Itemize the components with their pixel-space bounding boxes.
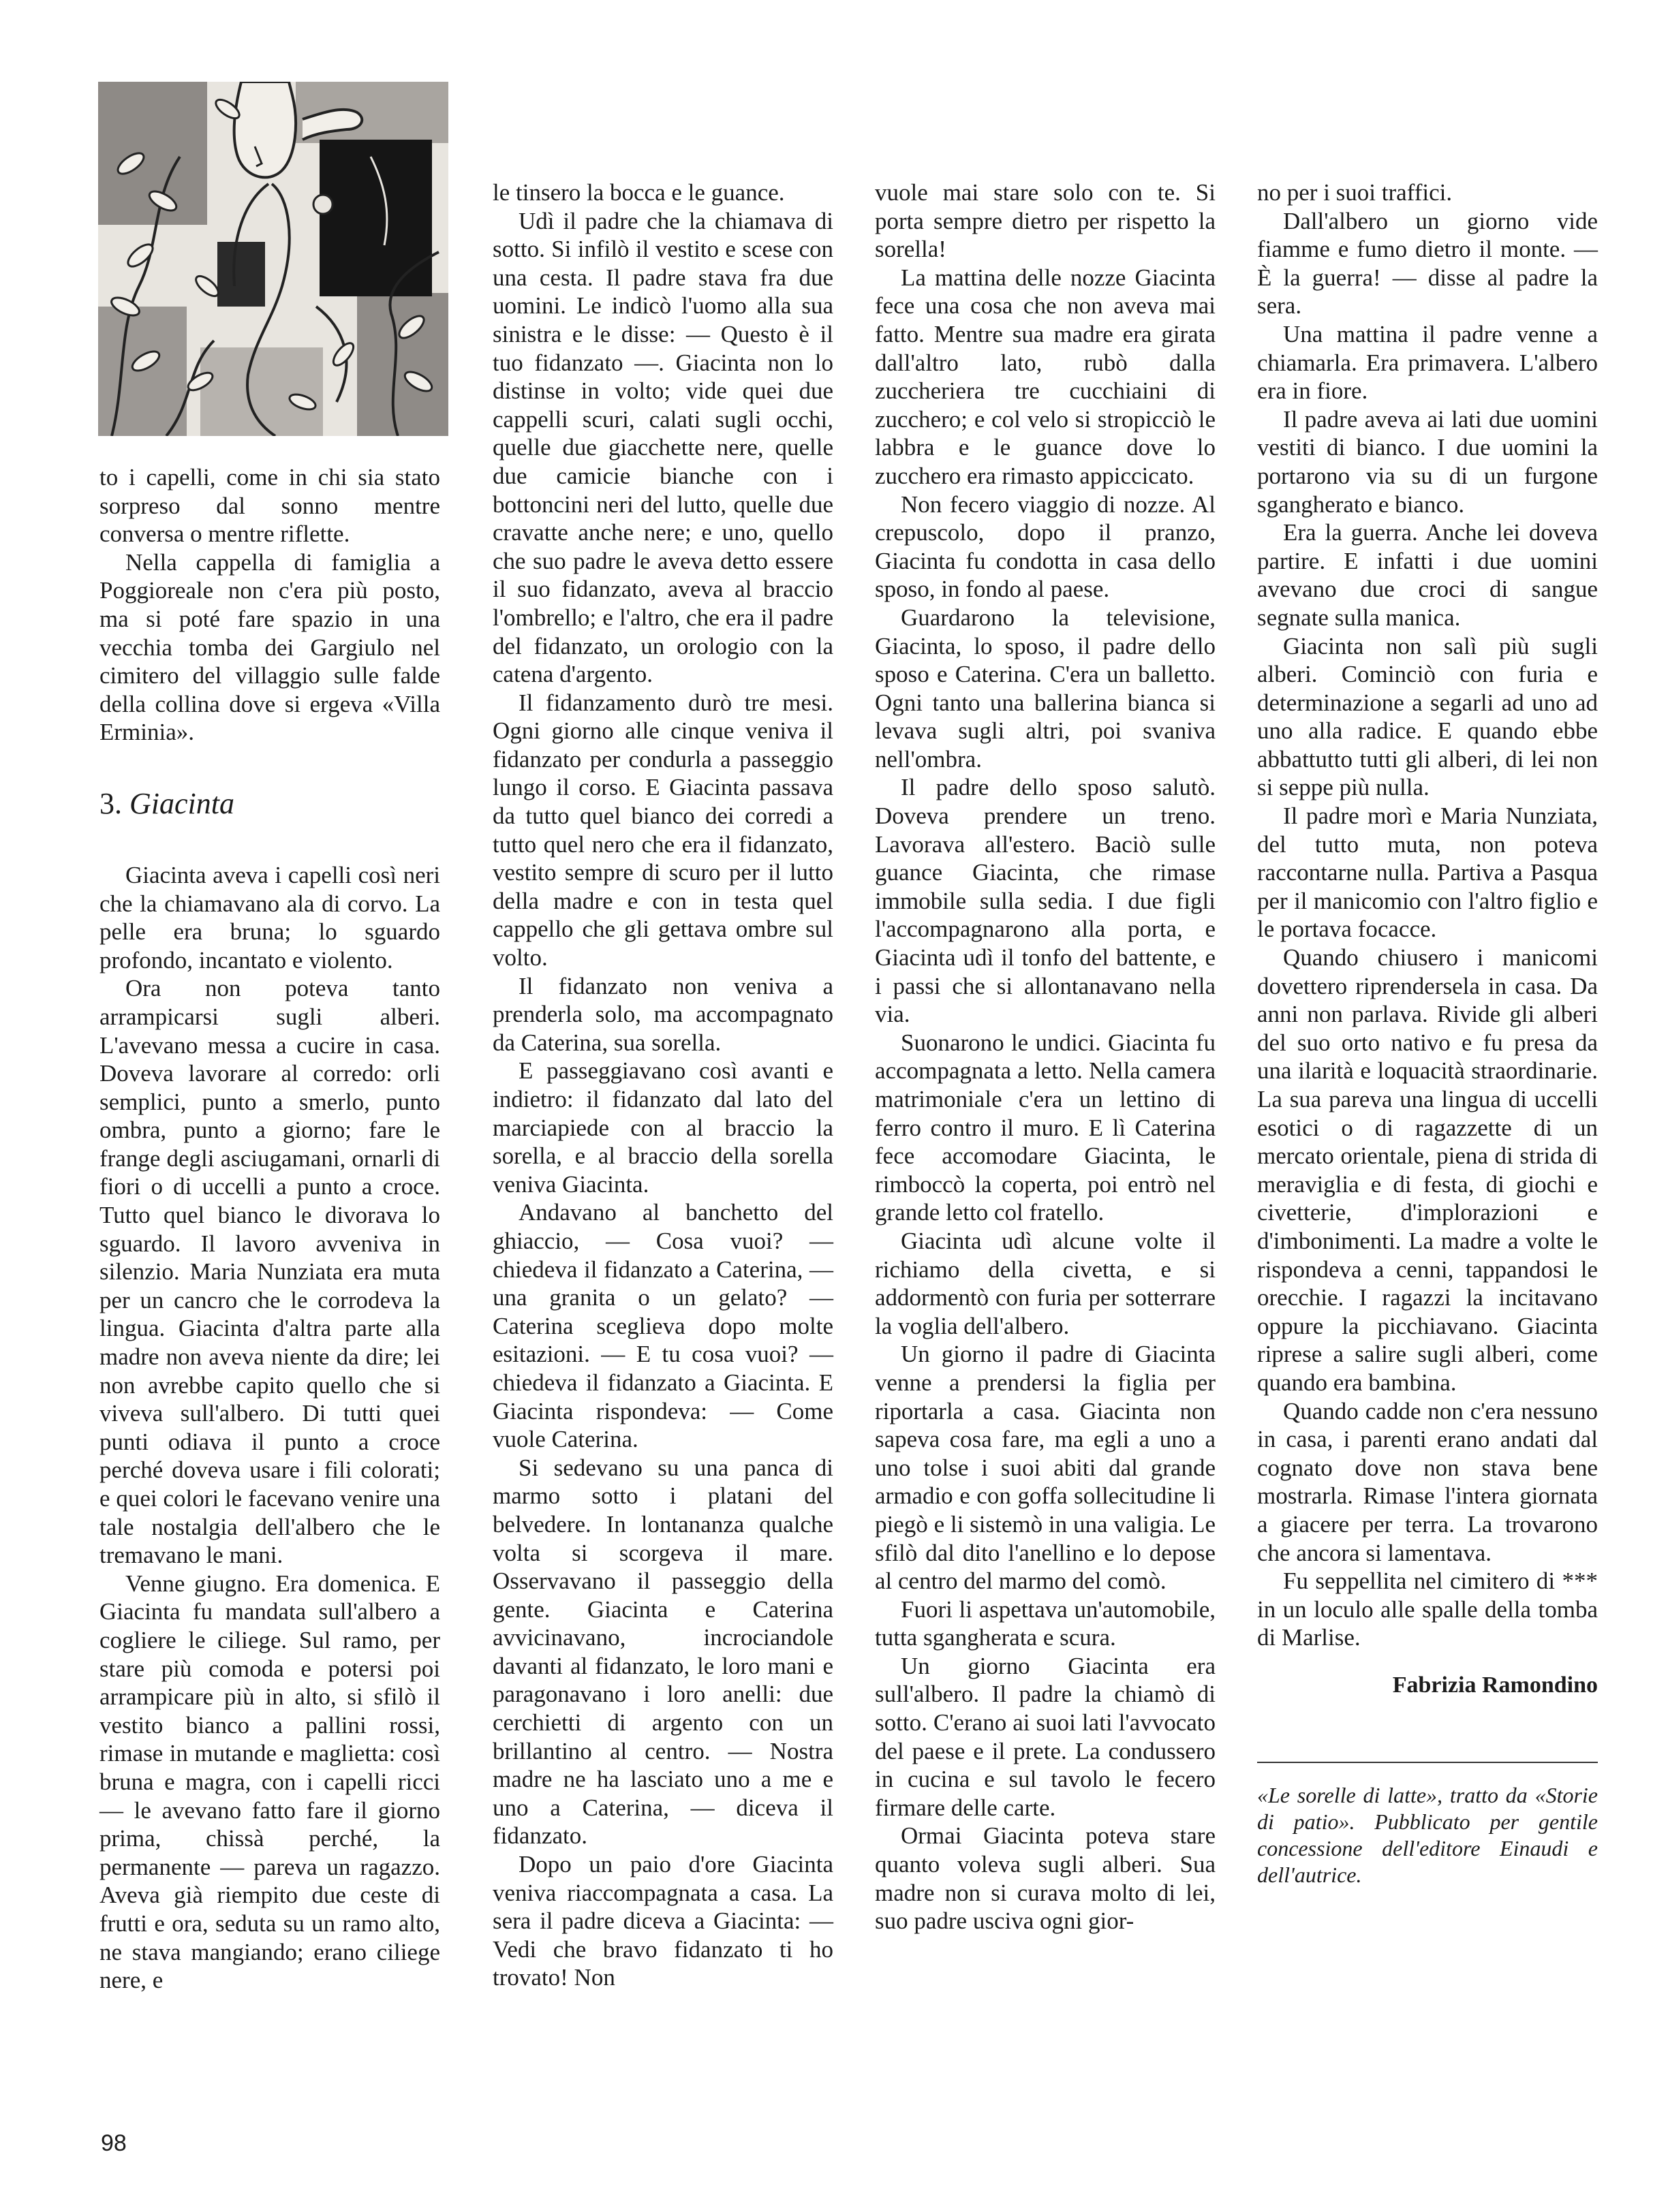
section-number: 3. [99, 786, 122, 820]
paragraph: Ora non poteva tanto arrampicarsi sugli alberi. L'avevano messa a cucire in casa. Doveva lavorare al corredo: orli semplici, punto a smerlo, punto ombra, punto a giorno; fare le frange degli asciugamani, ornarli di fiori o di uccelli a punto a croce. Tutto quel bianco le divorava lo sguardo. Il lavoro avveniva in silenzio. Maria Nunziata era muta per un cancro che le corrodeva la lingua. Giacinta d'altra parte alla madre non aveva niente da dire; lei non avrebbe capito quello che si viveva sull'albero. Di tutti quei punti odiava il punto a croce perché doveva usare i fili colorati; e quei colori le facevano venire una tale nostalgia dell'albero che le tremavano le mani. [99, 975, 440, 1569]
paragraph: La mattina delle nozze Giacinta fece una cosa che non aveva mai fatto. Mentre sua madre era girata dall'altro lato, rubò dalla zuccheriera tre cucchiaini di zucchero; e col velo si stropicciò le labbra e le guance dove lo zucchero era rimasto appiccicato. [875, 264, 1216, 489]
paragraph: Andavano al banchetto del ghiaccio, — Cosa vuoi? — chiedeva il fidanzato a Caterina, — una granita o un gelato? — Caterina sceglieva dopo molte esitazioni. — E tu cosa vuoi? — chiedeva il fidanzato a Giacinta. E Giacinta rispondeva: — Come vuole Caterina. [493, 1199, 833, 1453]
credit-note: «Le sorelle di latte», tratto da «Storie di patio». Pubblicato per gentile concessione dell'editore Einaudi e dell'autrice. [1257, 1783, 1598, 1888]
paragraph: Dall'albero un giorno vide fiamme e fumo dietro il monte. — È la guerra! — disse al padre la sera. [1257, 207, 1598, 320]
illustration [98, 82, 448, 436]
paragraph: Era la guerra. Anche lei doveva partire. E infatti i due uomini avevano due croci di sangue segnate sulla manica. [1257, 519, 1598, 631]
paragraph: Il fidanzamento durò tre mesi. Ogni giorno alle cinque veniva il fidanzato per condurla a passeggio lungo il corso. E Giacinta passava da tutto quel bianco dei corredi a tutto quel nero che era il fidanzato, vestito sempre di scuro per il lutto della madre e con in testa quel cappello che gli gettava ombre sul volto. [493, 689, 833, 971]
paragraph: Fuori li aspettava un'automobile, tutta sgangherata e scura. [875, 1595, 1216, 1651]
figure-illustration [98, 82, 448, 436]
paragraph: Il padre morì e Maria Nunziata, del tutto muta, non poteva raccontarne nulla. Partiva a Pasqua per il manicomio con l'altro figlio e le portava focacce. [1257, 803, 1598, 943]
section-heading [99, 786, 440, 822]
column-1 [99, 463, 440, 1995]
page-number: 98 [101, 2130, 127, 2156]
paragraph: Quando cadde non c'era nessuno in casa, i parenti erano andati dal cognato dove non stava bene mostrarla. Rimase l'intera giornata a giacere per terra. La trovarono che ancora si lamentava. [1257, 1397, 1598, 1566]
paragraph: Un giorno il padre di Giacinta venne a prendersi la figlia per riportarla a casa. Giacinta non sapeva cosa fare, ma egli a uno a uno tolse i suoi abiti dal grande armadio e con goffa sollecitudine li piegò e li sistemò in una valigia. Le sfilò dal dito l'anellino e lo depose al centro del marmo del comò. [875, 1341, 1216, 1595]
column-3 [875, 178, 1216, 1935]
paragraph: Ormai Giacinta poteva stare quanto voleva sugli alberi. Sua madre non si curava molto di lei, suo padre usciva ogni gior- [875, 1822, 1216, 1935]
paragraph: Udì il padre che la chiamava di sotto. Si infilò il vestito e scese con una cesta. Il padre stava fra due uomini. Le indicò l'uomo alla sua sinistra e le disse: — Questo è il tuo fidanzato —. Giacinta non lo distinse in volto; vide quei due cappelli scuri, calati sugli occhi, quelle due giacchette nere, quelle due camicie bianche con i bottoncini neri del lutto, quelle due cravatte anche nere; e uno, quello che suo padre le aveva detto essere il suo fidanzato, aveva al braccio l'ombrello; e l'altro, che era il padre del fidanzato, un orologio con la catena d'argento. [493, 207, 833, 688]
paragraph: Il fidanzato non veniva a prenderla solo, ma accompagnato da Caterina, sua sorella. [493, 972, 833, 1056]
paragraph: Dopo un paio d'ore Giacinta veniva riaccompagnata a casa. La sera il padre diceva a Giacinta: — Vedi che bravo fidanzato ti ho trovato! Non [493, 1851, 833, 1991]
paragraph: Suonarono le undici. Giacinta fu accompagnata a letto. Nella camera matrimoniale c'era un lettino di ferro contro il muro. E lì Caterina fece accomodare Giacinta, le rimboccò la coperta, poi entrò nel grande letto col fratello. [875, 1029, 1216, 1226]
paragraph: Un giorno Giacinta era sull'albero. Il padre la chiamò di sotto. C'erano ai suoi lati l'avvocato del paese e il prete. La condussero in cucina e sul tavolo le fecero firmare delle carte. [875, 1652, 1216, 1821]
column-4 [1257, 178, 1598, 1888]
paragraph: no per i suoi traffici. [1257, 179, 1453, 206]
paragraph: Il padre dello sposo salutò. Doveva prendere un treno. Lavorava all'estero. Baciò sulle guance Giacinta, che rimase immobile sulla sedia. I due figli l'accompagnarono alla porta, e Giacinta udì il tonfo del battente, e i passi che si allontanavano nella via. [875, 774, 1216, 1028]
credit-divider [1257, 1762, 1598, 1763]
paragraph: vuole mai stare solo con te. Si porta sempre dietro per rispetto la sorella! [875, 179, 1216, 263]
paragraph: Nella cappella di famiglia a Poggioreale non c'era più posto, ma si poté fare spazio in una vecchia tomba dei Gargiulo nel cimitero del villaggio sulle falde della collina dove si ergeva «Villa Erminia». [99, 548, 440, 746]
paragraph: E passeggiavano così avanti e indietro: il fidanzato dal lato del marciapiede con al braccio la sorella, e al braccio della sorella veniva Giacinta. [493, 1057, 833, 1198]
paragraph: Giacinta aveva i capelli così neri che la chiamavano ala di corvo. La pelle era bruna; lo sguardo profondo, incantato e violento. [99, 861, 440, 973]
paragraph: Non fecero viaggio di nozze. Al crepuscolo, dopo il pranzo, Giacinta fu condotta in casa dello sposo, in fondo al paese. [875, 490, 1216, 603]
paragraph: Giacinta udì alcune volte il richiamo della civetta, e si addormentò con furia per sotterrare la voglia dell'albero. [875, 1227, 1216, 1339]
paragraph: Si sedevano su una panca di marmo sotto i platani del belvedere. In lontananza qualche volta si scorgeva il mare. Osservavano il passeggio della gente. Giacinta e Caterina avvicinavano, incrociandole davanti al fidanzato, le loro mani e paragonavano i loro anelli: due cerchietti di argento con un brillantino al centro. — Nostra madre ne ha lasciato uno a me e uno a Caterina, — diceva il fidanzato. [493, 1454, 833, 1850]
paragraph: Fu seppellita nel cimitero di *** in un loculo alle spalle della tomba di Marlise. [1257, 1568, 1598, 1651]
author-signature: Fabrizia Ramondino [1392, 1672, 1598, 1698]
paragraph: Il padre aveva ai lati due uomini vestiti di bianco. I due uomini la portarono via su di un furgone sgangherato e bianco. [1257, 405, 1598, 518]
column-2 [493, 178, 833, 1992]
paragraph: le tinsero la bocca e le guance. [493, 179, 785, 206]
paragraph: Giacinta non salì più sugli alberi. Cominciò con furia e determinazione a segarli ad uno ad uno alla radice. E quando ebbe abbattutto tutti gli alberi, di lei non si seppe più nulla. [1257, 632, 1598, 801]
paragraph: to i capelli, come in chi sia stato sorpreso dal sonno mentre conversa o mentre riflette. [99, 464, 440, 548]
paragraph: Venne giugno. Era domenica. E Giacinta fu mandata sull'albero a cogliere le ciliege. Sul ramo, per stare più comoda e potersi poi arrampicare più in alto, si sfilò il vestito bianco a pallini rossi, rimase in mutande e maglietta: così bruna e magra, con i capelli ricci — le avevano fatto fare il giorno prima, chissà perché, la permanente — pareva un ragazzo. Aveva già riempito due ceste di frutti e ora, seduta su un ramo alto, ne stava mangiando; erano ciliege nere, e [99, 1570, 440, 1994]
paragraph: Quando chiusero i manicomi dovettero riprendersela in casa. Da anni non parlava. Rivide gli alberi del suo orto nativo e fu presa da una ilarità e loquacità straordinarie. La sua pareva una lingua di uccelli esotici o di ragazzette di un mercato orientale, piena di strida di meraviglia e di festa, di giochi e civetterie, d'implorazioni e d'imbonimenti. La madre a volte le rispondeva a cenni, tappandosi le orecchie. I ragazzi la incitavano oppure la picchiavano. Giacinta riprese a salire sugli alberi, come quando era bambina. [1257, 944, 1598, 1396]
paragraph: Guardarono la televisione, Giacinta, lo sposo, il padre dello sposo e Caterina. C'era un balletto. Ogni tanto una ballerina bianca si levava sugli altri, poi svaniva nell'ombra. [875, 604, 1216, 773]
section-title: Giacinta [129, 786, 234, 820]
paragraph: Una mattina il padre venne a chiamarla. Era primavera. L'albero era in fiore. [1257, 320, 1598, 405]
